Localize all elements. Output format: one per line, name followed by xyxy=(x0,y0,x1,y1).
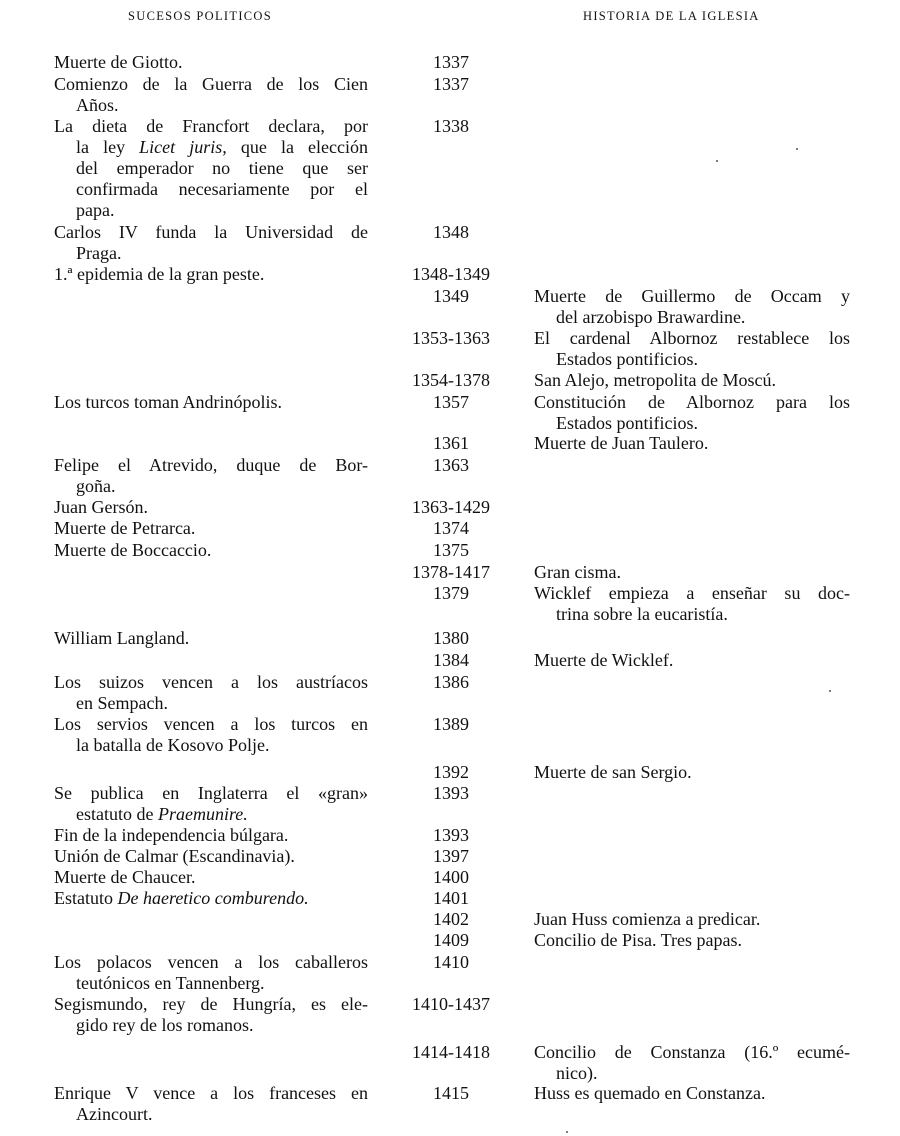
political-event xyxy=(54,497,368,518)
political-event-line: teutónicos en Tannenberg. xyxy=(76,973,265,993)
political-event-line: Fin de la independencia búlgara. xyxy=(54,825,289,845)
year-cell: 1361 xyxy=(433,433,469,453)
left-column-header: SUCESOS POLITICOS xyxy=(128,9,272,23)
political-event xyxy=(54,518,368,539)
political-event-line: Praga. xyxy=(76,243,122,263)
political-event-line: Los suizos vencen a los austríacos xyxy=(54,672,368,692)
church-event xyxy=(534,328,850,370)
political-event-line: Se publica en Inglaterra el «gran» xyxy=(54,783,368,803)
political-event xyxy=(54,264,368,285)
year-cell: 1402 xyxy=(433,909,469,929)
political-event-line: papa. xyxy=(76,200,115,220)
church-event-line: Wicklef empieza a enseñar su doc- xyxy=(534,583,850,603)
right-column-header: HISTORIA DE LA IGLESIA xyxy=(583,9,760,23)
political-event-line: confirmada necesariamente por el xyxy=(76,179,368,199)
year-cell: 1410-1437 xyxy=(412,994,490,1014)
scan-speck xyxy=(796,148,798,150)
year-cell: 1348-1349 xyxy=(412,264,490,284)
church-event xyxy=(534,909,850,930)
political-event-line: gido rey de los romanos. xyxy=(76,1015,254,1035)
political-event xyxy=(54,672,368,714)
political-event xyxy=(54,867,368,888)
political-event xyxy=(54,116,368,221)
political-event xyxy=(54,714,368,756)
year-cell: 1393 xyxy=(433,783,469,803)
year-cell: 1392 xyxy=(433,762,469,782)
church-event xyxy=(534,286,850,328)
year-cell: 1410 xyxy=(433,952,469,972)
year-cell: 1374 xyxy=(433,518,469,538)
political-event-line: 1.ª epidemia de la gran peste. xyxy=(54,264,265,284)
church-event-line: Muerte de san Sergio. xyxy=(534,762,692,782)
church-event-line: del arzobispo Brawardine. xyxy=(556,307,746,327)
political-event-line: estatuto de Praemunire. xyxy=(76,804,248,824)
political-event xyxy=(54,783,368,825)
scan-speck xyxy=(829,690,831,692)
church-event xyxy=(534,650,850,671)
church-event-line: Muerte de Wicklef. xyxy=(534,650,674,670)
church-event-line: Estados pontificios. xyxy=(556,349,698,369)
church-event-line: Concilio de Pisa. Tres papas. xyxy=(534,930,743,950)
year-cell: 1354-1378 xyxy=(412,370,490,390)
church-event xyxy=(534,370,850,391)
political-event-line: Segismundo, rey de Hungría, es ele- xyxy=(54,994,368,1014)
year-cell: 1375 xyxy=(433,540,469,560)
church-event-line: Huss es quemado en Constanza. xyxy=(534,1083,766,1103)
political-event xyxy=(54,392,368,413)
political-event xyxy=(54,1083,368,1125)
political-event-line: Los servios vencen a los turcos en xyxy=(54,714,368,734)
political-event xyxy=(54,952,368,994)
political-event xyxy=(54,888,368,909)
year-cell: 1414-1418 xyxy=(412,1042,490,1062)
year-cell: 1393 xyxy=(433,825,469,845)
political-event-line: William Langland. xyxy=(54,628,190,648)
political-event xyxy=(54,825,368,846)
political-event-line: Felipe el Atrevido, duque de Bor- xyxy=(54,455,368,475)
political-event-line: Azincourt. xyxy=(76,1104,153,1124)
year-cell: 1380 xyxy=(433,628,469,648)
year-cell: 1401 xyxy=(433,888,469,908)
political-event-line: goña. xyxy=(76,476,116,496)
church-event-line: San Alejo, metropolita de Moscú. xyxy=(534,370,776,390)
political-event xyxy=(54,455,368,497)
year-cell: 1338 xyxy=(433,116,469,136)
church-event-line: Concilio de Constanza (16.º ecumé- xyxy=(534,1042,850,1062)
year-cell: 1409 xyxy=(433,930,469,950)
year-cell: 1349 xyxy=(433,286,469,306)
political-event xyxy=(54,52,368,73)
year-cell: 1337 xyxy=(433,52,469,72)
church-event-line: trina sobre la eucaristía. xyxy=(556,604,728,624)
political-event-line: La dieta de Francfort declara, por xyxy=(54,116,368,136)
year-cell: 1397 xyxy=(433,846,469,866)
church-event xyxy=(534,762,850,783)
political-event-line: Carlos IV funda la Universidad de xyxy=(54,222,368,242)
political-event xyxy=(54,222,368,264)
political-event xyxy=(54,994,368,1036)
church-event xyxy=(534,930,850,951)
political-event-line: Muerte de Giotto. xyxy=(54,52,183,72)
church-event-line: Gran cisma. xyxy=(534,562,621,582)
church-event xyxy=(534,1083,850,1104)
year-cell: 1348 xyxy=(433,222,469,242)
church-event-line: Juan Huss comienza a predicar. xyxy=(534,909,761,929)
church-event-line: Muerte de Guillermo de Occam y xyxy=(534,286,850,306)
political-event-line: Años. xyxy=(76,95,119,115)
church-event-line: Estados pontificios. xyxy=(556,413,698,433)
political-event-line: Juan Gersón. xyxy=(54,497,148,517)
year-cell: 1384 xyxy=(433,650,469,670)
year-cell: 1353-1363 xyxy=(412,328,490,348)
political-event-line: Unión de Calmar (Escandinavia). xyxy=(54,846,295,866)
political-event-line: Comienzo de la Guerra de los Cien xyxy=(54,74,368,94)
political-event-line: Los turcos toman Andrinópolis. xyxy=(54,392,282,412)
year-cell: 1378-1417 xyxy=(412,562,490,582)
church-event xyxy=(534,583,850,625)
scan-speck xyxy=(716,160,718,162)
political-event-line: la ley Licet juris, que la elección xyxy=(76,137,368,157)
political-event-line: Enrique V vence a los franceses en xyxy=(54,1083,368,1103)
church-event-line: Constitución de Albornoz para los xyxy=(534,392,850,412)
political-event-line: Muerte de Boccaccio. xyxy=(54,540,212,560)
year-cell: 1363 xyxy=(433,455,469,475)
church-event xyxy=(534,433,850,454)
political-event-line: Los polacos vencen a los caballeros xyxy=(54,952,368,972)
political-event xyxy=(54,846,368,867)
year-cell: 1415 xyxy=(433,1083,469,1103)
political-event xyxy=(54,540,368,561)
political-event-line: en Sempach. xyxy=(76,693,168,713)
political-event xyxy=(54,628,368,649)
church-event-line: nico). xyxy=(556,1063,598,1083)
church-event-line: El cardenal Albornoz restablece los xyxy=(534,328,850,348)
year-cell: 1386 xyxy=(433,672,469,692)
church-event xyxy=(534,392,850,434)
year-cell: 1379 xyxy=(433,583,469,603)
church-event xyxy=(534,562,850,583)
political-event-line: Muerte de Chaucer. xyxy=(54,867,196,887)
church-event-line: Muerte de Juan Taulero. xyxy=(534,433,709,453)
church-event xyxy=(534,1042,850,1084)
political-event-line: Estatuto De haeretico comburendo. xyxy=(54,888,309,908)
year-cell: 1400 xyxy=(433,867,469,887)
political-event-line: Muerte de Petrarca. xyxy=(54,518,196,538)
year-cell: 1363-1429 xyxy=(412,497,490,517)
political-event-line: del emperador no tiene que ser xyxy=(76,158,368,178)
year-cell: 1337 xyxy=(433,74,469,94)
year-cell: 1389 xyxy=(433,714,469,734)
political-event-line: la batalla de Kosovo Polje. xyxy=(76,735,270,755)
scan-speck xyxy=(566,1131,568,1133)
year-cell: 1357 xyxy=(433,392,469,412)
political-event xyxy=(54,74,368,116)
